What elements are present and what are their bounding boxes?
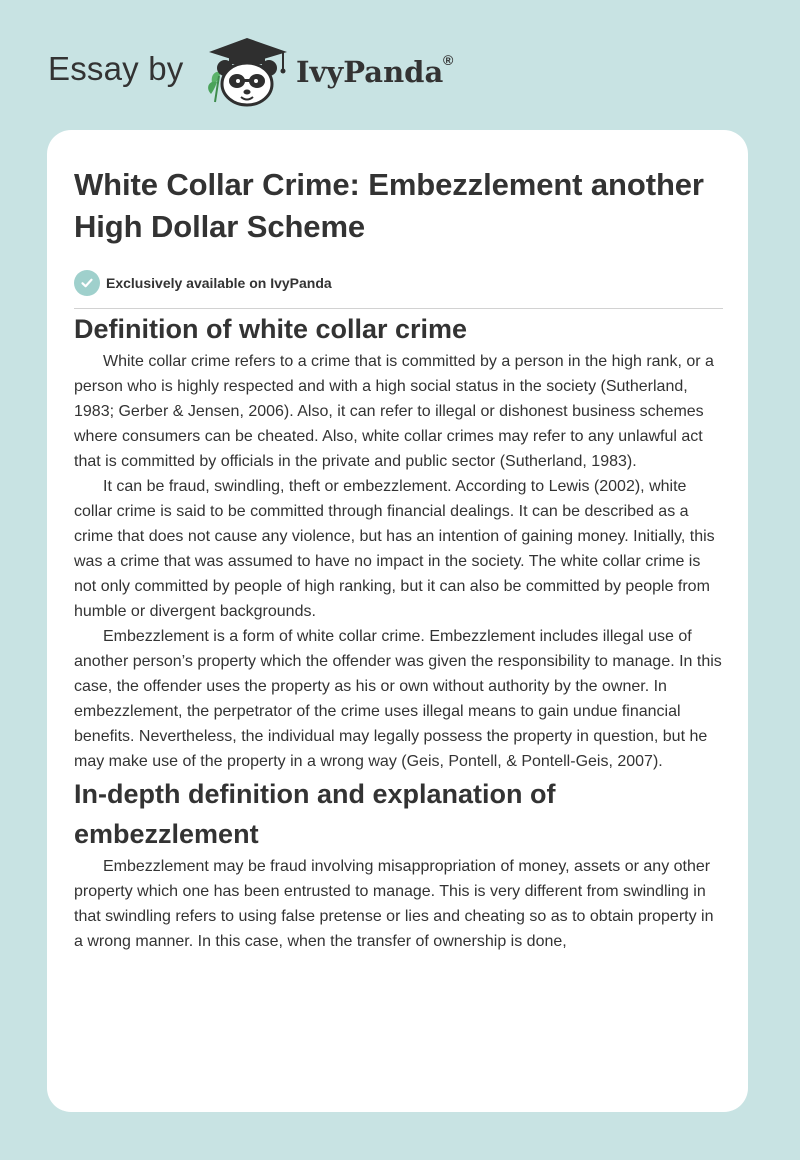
check-circle-icon xyxy=(74,270,100,296)
essay-card xyxy=(47,130,748,1112)
panda-graduate-logo-icon[interactable] xyxy=(203,36,293,108)
paragraph: It can be fraud, swindling, theft or embezzlement. According to Lewis (2002), white collar crime is said to be committed through financial dealings. It can be described as a crime that does not cause any violence, but has an intention of gaining money. Initially, this was a crime that was assumed to have no impact in the society. The white collar crime is not only committed by people of high ranking, but it can also be committed by people from humble or divergent backgrounds. xyxy=(74,478,715,620)
exclusive-label: Exclusively available on IvyPanda xyxy=(106,275,332,291)
section-heading-indepth: In-depth definition and explanation of embezzlement xyxy=(74,779,556,849)
site-header xyxy=(0,0,800,130)
paragraph: Embezzlement is a form of white collar crime. Embezzlement includes illegal use of another person’s property which the offender was given the responsibility to manage. In this case, the offender uses the property as his or own without authority by the owner. In embezzlement, the perpetrator of the crime uses illegal means to gain undue financial benefits. Nevertheless, the individual may legally possess the property in question, but he may make use of the property in a wrong way (Geis, Pontell, & Pontell-Geis, 2007). xyxy=(74,628,722,770)
brand-name[interactable]: IvyPanda xyxy=(296,55,444,89)
section-heading-definition: Definition of white collar crime xyxy=(74,314,468,344)
registered-mark: ® xyxy=(443,52,454,68)
paragraph: White collar crime refers to a crime that is committed by a person in the high rank, or a person who is highly respected and with a high social status in the society (Sutherland, 1983; Gerber & Jensen, 2006). Also, it can refer to illegal or dishonest business schemes where consumers can be cheated. Also, white collar crimes may refer to any unlawful act that is committed by officials in the private and public sector (Sutherland, 1983). xyxy=(74,353,714,470)
essay-content xyxy=(74,164,724,954)
paragraph: Embezzlement may be fraud involving misappropriation of money, assets or any other property which one has been entrusted to manage. This is very different from swindling in that swindling refers to using false pretense or lies and cheating so as to obtain property in a wrong manner. In this case, when the transfer of ownership is done, xyxy=(74,858,714,950)
essay-title: White Collar Crime: Embezzlement another High Dollar Scheme xyxy=(74,167,704,244)
brand-prefix: Essay by xyxy=(48,50,184,87)
exclusive-badge xyxy=(74,269,724,297)
